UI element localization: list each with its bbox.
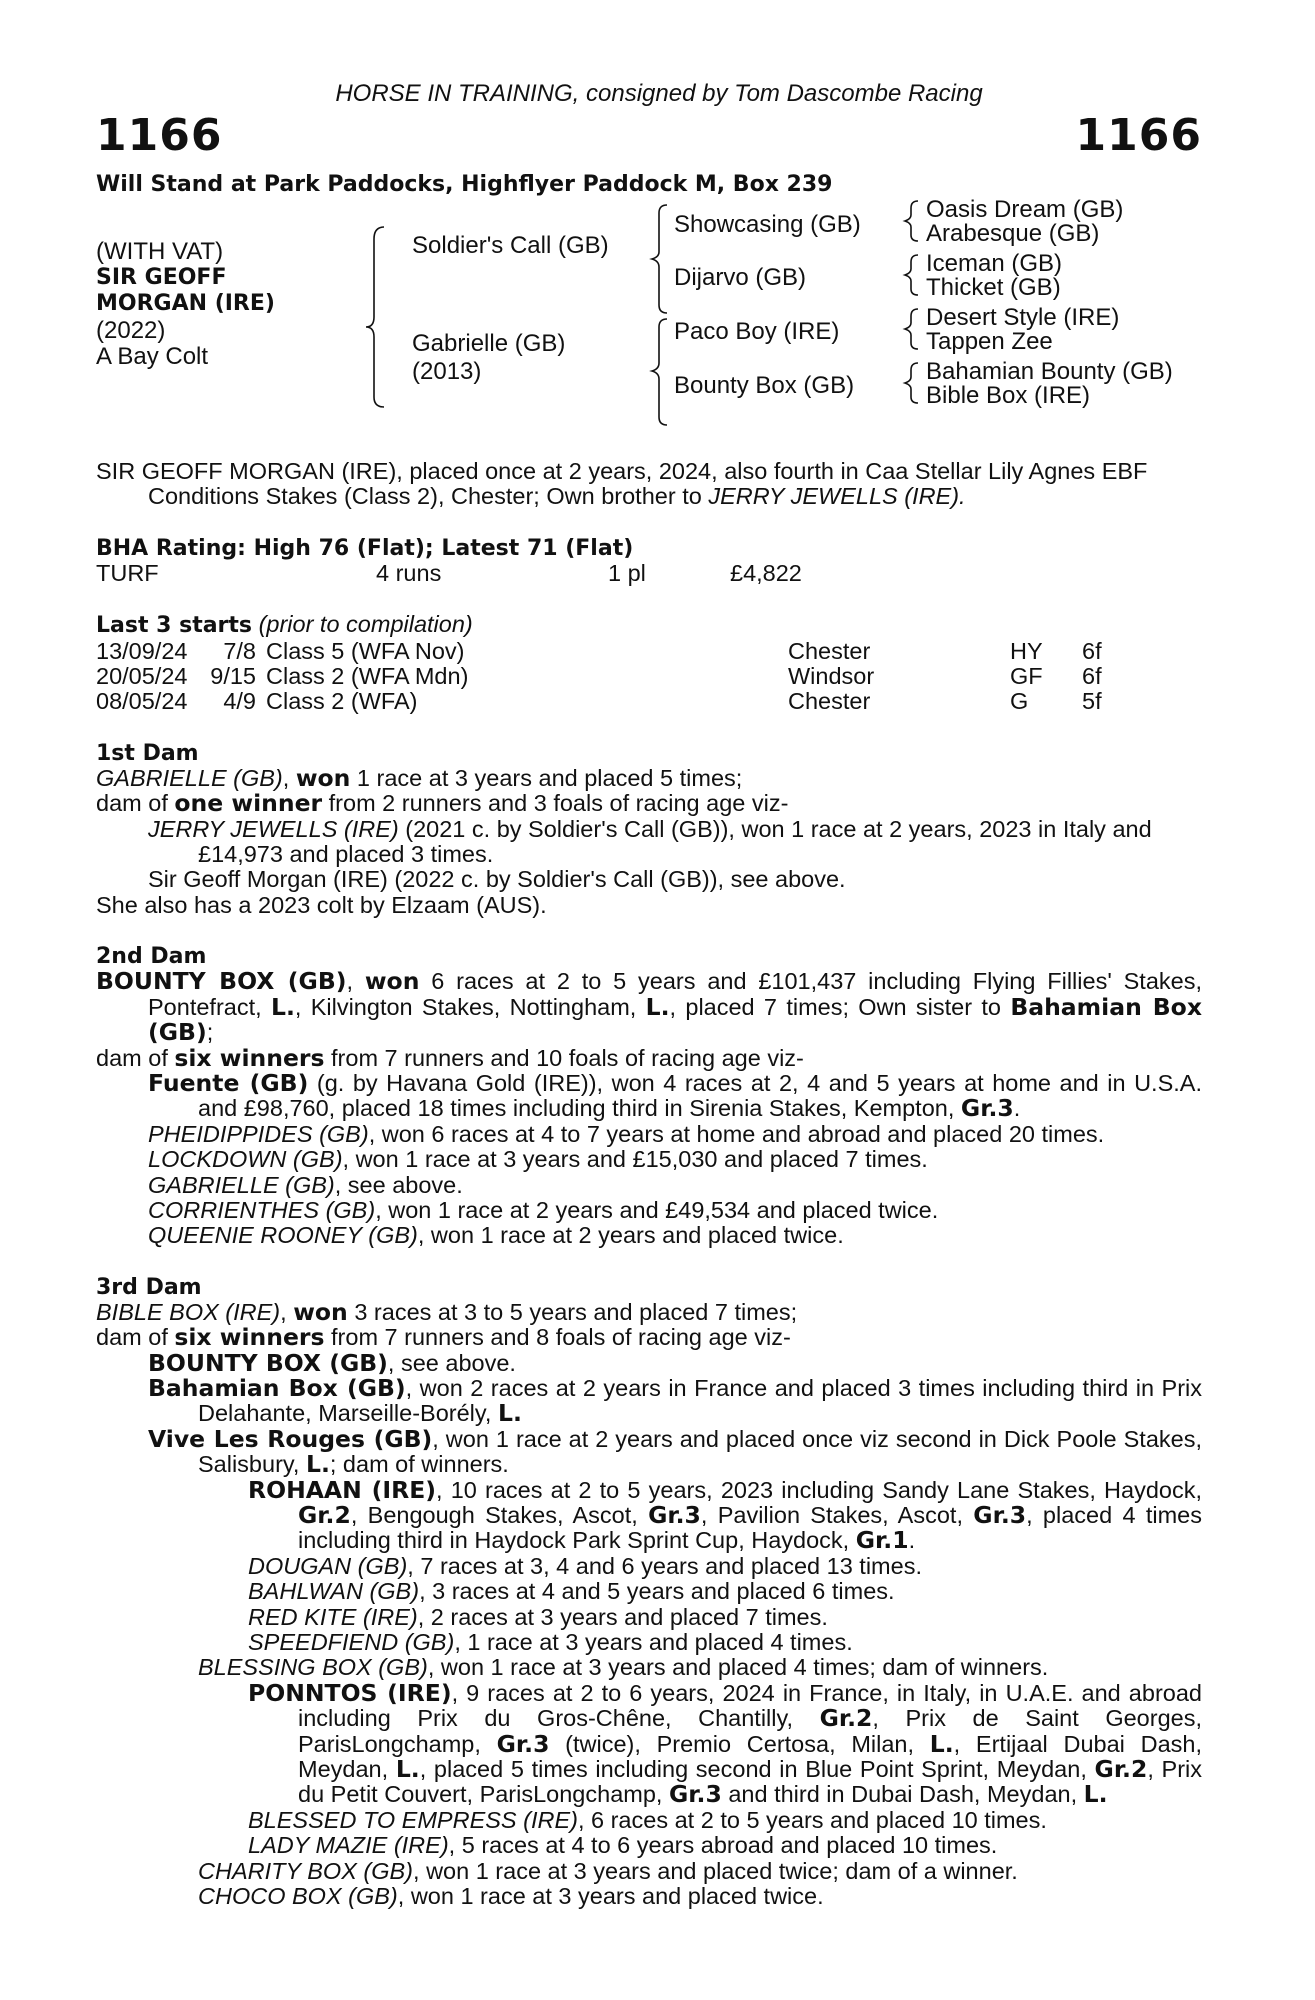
start-position: 7/8 [223,637,256,664]
dam-sire-dam: Tappen Zee [926,328,1053,355]
horse-name-line2: MORGAN (IRE) [96,291,275,316]
start-course: Chester [788,637,871,664]
start-date: 20/05/24 [96,663,188,690]
last-starts-title: Last 3 starts (prior to compilation) [96,611,473,639]
list-item: LOCKDOWN (GB), won 1 race at 3 years and £15,030 and placed 7 times. [148,1146,928,1173]
list-item: PONNTOS (IRE), 9 races at 2 to 6 years, 2024 in France, in Italy, in U.A.E. and abroad including Prix du Gros-Chêne, Chantilly, Gr.2, Prix de Saint Georges, ParisLongchamp, Gr.3 (twice), Premio Certosa, Milan, L., Ertijaal Dubai Dash, Meydan, L., placed 5 times including second in Blue Point Sprint, Meydan, Gr.2, Prix du Petit Couvert, ParisLongchamp, Gr.3 and third in Dubai Dash, Meydan, L. [248,1678,1203,1809]
list-item: BLESSED TO EMPRESS (IRE), 6 races at 2 to 5 years and placed 10 times. [248,1806,1047,1833]
sire-sire-dam: Arabesque (GB) [926,220,1100,247]
list-item: BLESSING BOX (GB), won 1 race at 3 years and placed 4 times; dam of winners. [198,1654,1049,1681]
first-dam-line: GABRIELLE (GB), won 1 race at 3 years and placed 5 times; [96,763,743,792]
dam-year: (2013) [412,358,482,385]
start-going: GF [1010,663,1043,690]
list-item: CORRIENTHES (GB), won 1 race at 2 years and £49,534 and placed twice. [148,1196,939,1223]
start-race: Class 2 (WFA) [266,688,418,715]
dam-dam-dam: Bible Box (IRE) [926,382,1091,409]
sire: Soldier's Call (GB) [412,232,609,259]
start-position: 9/15 [210,663,256,690]
catalogue-page [96,80,1202,1910]
dam: Gabrielle (GB) [412,330,566,357]
lot-number-right: 1166 [1075,110,1202,161]
list-item: SPEEDFIEND (GB), 1 race at 3 years and placed 4 times. [248,1629,853,1656]
start-distance: 6f [1082,637,1102,664]
start-course: Windsor [788,663,875,690]
runs: 4 runs [376,559,442,586]
first-dam-produce: dam of one winner from 2 runners and 3 foals of racing age viz- [96,789,789,818]
list-item: Sir Geoff Morgan (IRE) (2022 c. by Soldier's Call (GB)), see above. [148,866,846,893]
list-item: ROHAAN (IRE), 10 races at 2 to 5 years, 2023 including Sandy Lane Stakes, Haydock, Gr.2, Bengough Stakes, Ascot, Gr.3, Pavilion Stakes, Ascot, Gr.3, placed 4 times including third in Haydock Park Sprint Cup, Haydock, Gr.1. [248,1475,1202,1555]
start-date: 13/09/24 [96,637,188,664]
last-starts-table [96,639,1202,715]
second-dam-produce: dam of six winners from 7 runners and 10 foals of racing age viz- [96,1043,804,1072]
pedigree-table [96,197,1202,429]
list-item: CHARITY BOX (GB), won 1 race at 3 years and placed twice; dam of a winner. [198,1857,1018,1884]
third-dam-title: 3rd Dam [96,1274,202,1300]
start-distance: 6f [1082,663,1102,690]
start-race: Class 5 (WFA Nov) [266,637,465,664]
lot-number-left: 1166 [96,110,223,161]
start-date: 08/05/24 [96,688,188,715]
list-item: Fuente (GB) (g. by Havana Gold (IRE)), won 4 races at 2, 4 and 5 years at home and in U.S.A. and £98,760, placed 18 times including third in Sirenia Stakes, Kempton, Gr.3. [148,1068,1202,1123]
start-going: G [1010,688,1029,715]
list-item: PHEIDIPPIDES (GB), won 6 races at 4 to 7 years at home and abroad and placed 20 times. [148,1120,1105,1147]
list-item: GABRIELLE (GB), see above. [148,1171,463,1198]
stand-location: Will Stand at Park Paddocks, Highflyer Paddock M, Box 239 [96,172,833,197]
list-item: DOUGAN (GB), 7 races at 3, 4 and 6 years and placed 13 times. [248,1552,922,1579]
first-dam-title: 1st Dam [96,740,199,766]
surface: TURF [96,559,159,586]
table-row [96,689,1202,714]
list-item: LADY MAZIE (IRE), 5 races at 4 to 6 years abroad and placed 10 times. [248,1832,998,1859]
start-going: HY [1010,637,1043,664]
bha-rating-title: BHA Rating: High 76 (Flat); Latest 71 (Flat) [96,535,634,561]
list-item: Bahamian Box (GB), won 2 races at 2 years in France and placed 3 times including third in Prix Delahante, Marseille-Borély, L. [148,1373,1202,1428]
list-item: CHOCO BOX (GB), won 1 race at 3 years and placed twice. [198,1883,824,1910]
list-item: BOUNTY BOX (GB), see above. [148,1348,516,1377]
lot-number-row [96,110,1202,162]
start-position: 4/9 [223,688,256,715]
start-course: Chester [788,688,871,715]
placed: 1 pl [608,559,646,586]
list-item: RED KITE (IRE), 2 races at 3 years and placed 7 times. [248,1603,828,1630]
horse-name-line1: SIR GEOFF [96,265,227,290]
vat-note: (WITH VAT) [96,238,224,265]
table-row [96,664,1202,689]
list-item: QUEENIE ROONEY (GB), won 1 race at 2 years and placed twice. [148,1222,844,1249]
sire-dam-sire: Iceman (GB) [926,250,1063,277]
dam-dam-sire: Bahamian Bounty (GB) [926,358,1173,385]
horse-description: A Bay Colt [96,343,209,370]
second-dam-line: BOUNTY BOX (GB), won 6 races at 2 to 5 years and £101,437 including Flying Fillies' Stakes, Pontefract, L., Kilvington Stakes, Nottingham, L., placed 7 times; Own sister to Bahamian Box (GB); [96,967,1202,1047]
sire-dam: Dijarvo (GB) [674,264,807,291]
consignment-line: HORSE IN TRAINING, consigned by Tom Dascombe Racing [335,80,983,107]
list-item: Vive Les Rouges (GB), won 1 race at 2 years and placed once viz second in Dick Poole Stakes, Salisbury, L.; dam of winners. [148,1424,1202,1479]
sire-sire: Showcasing (GB) [674,211,861,238]
table-row [96,639,1202,664]
dam-sire: Paco Boy (IRE) [674,318,840,345]
sire-dam-dam: Thicket (GB) [926,274,1061,301]
horse-year: (2022) [96,317,166,344]
second-dam-title: 2nd Dam [96,944,207,970]
earnings: £4,822 [730,559,802,586]
race-record-row [96,561,1202,586]
third-dam-line: BIBLE BOX (IRE), won 3 races at 3 to 5 years and placed 7 times; [96,1297,798,1326]
start-race: Class 2 (WFA Mdn) [266,663,469,690]
first-dam-note: She also has a 2023 colt by Elzaam (AUS). [96,891,547,918]
sire-sire-sire: Oasis Dream (GB) [926,196,1124,223]
dam-sire-sire: Desert Style (IRE) [926,304,1120,331]
horse-summary: SIR GEOFF MORGAN (IRE), placed once at 2 years, 2024, also fourth in Caa Stellar Lily Agnes EBF Conditions Stakes (Class 2), Chester; Own brother to JERRY JEWELLS (IRE). [96,458,1148,510]
list-item: BAHLWAN (GB), 3 races at 4 and 5 years and placed 6 times. [248,1578,895,1605]
start-distance: 5f [1082,688,1102,715]
dam-dam: Bounty Box (GB) [674,372,855,399]
list-item: JERRY JEWELLS (IRE) (2021 c. by Soldier's Call (GB)), won 1 race at 2 years, 2023 in Italy and £14,973 and placed 3 times. [148,815,1152,868]
third-dam-produce: dam of six winners from 7 runners and 8 foals of racing age viz- [96,1323,791,1352]
